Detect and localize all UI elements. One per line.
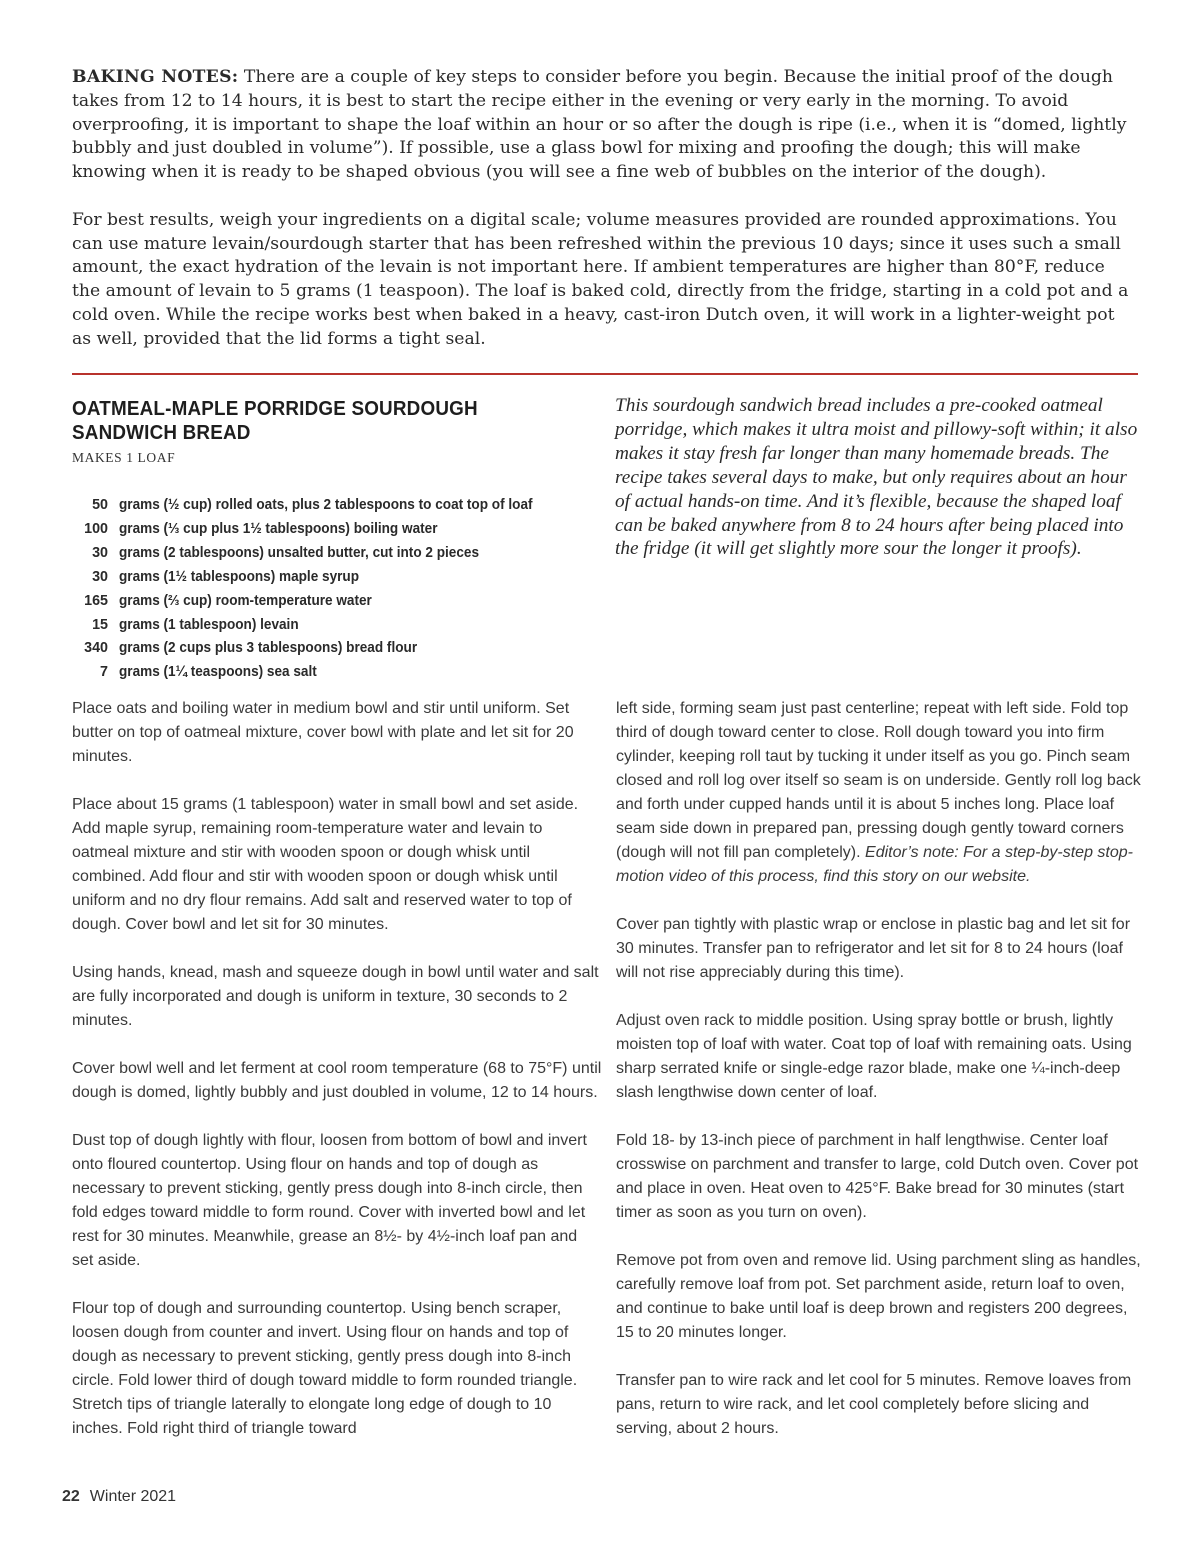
page-number: 22 <box>62 1488 80 1505</box>
ingredient-item <box>72 661 632 685</box>
recipe-title: OATMEAL-MAPLE PORRIDGE SOURDOUGH SANDWICH BREAD <box>72 397 478 444</box>
editor-note: Editor’s note: For a step-by-step stop-motion video of this process, find this story on our website. <box>616 844 1133 885</box>
ingredient-description: grams (1½ tablespoons) maple syrup <box>119 568 360 585</box>
ingredient-quantity: 340 <box>84 640 108 657</box>
instruction-step: Dust top of dough lightly with flour, loosen from bottom of bowl and invert onto floured countertop. Using flour on hands and top of dough as necessary to prevent sticking, gently press dough into 8-inch circle, then fold edges toward middle to form round. Cover with inverted bowl and let rest for 30 minutes. Meanwhile, grease an 8½- by 4½-inch loaf pan and set aside. <box>72 1132 587 1269</box>
instruction-step: Cover pan tightly with plastic wrap or enclose in plastic bag and let sit for 30 minutes. Transfer pan to refrigerator and let sit for 8 to 24 hours (loaf will not rise appreciably during this time). <box>616 916 1131 981</box>
ingredient-item <box>72 566 632 590</box>
page-footer <box>62 1488 176 1506</box>
instruction-continued-text: left side, forming seam just past centerline; repeat with left side. Fold top third of dough toward center to close. Roll dough toward you into firm cylinder, keeping roll taut by tucking it under itself as you go. Pinch seam closed and roll log over itself so seam is on underside. Gently roll log back and forth under cupped hands until it is about 5 inches long. Place loaf seam side down in prepared pan, pressing dough gently toward corners (dough will not fill pan completely). <box>616 700 1141 861</box>
ingredient-quantity: 100 <box>84 520 108 537</box>
ingredient-description: grams (1 tablespoon) levain <box>119 616 299 633</box>
recipe-yield: MAKES 1 LOAF <box>72 450 176 465</box>
issue-label: Winter 2021 <box>89 1488 177 1505</box>
instruction-step-continued <box>616 697 1146 889</box>
ingredient-description: grams (⅓ cup plus 1½ tablespoons) boiling water <box>119 520 438 537</box>
ingredient-item <box>72 614 632 638</box>
ingredient-description: grams (⅔ cup) room-temperature water <box>119 592 372 609</box>
instruction-step: Place about 15 grams (1 tablespoon) water in small bowl and set aside. Add maple syrup, remaining room-temperature water and levain to oatmeal mixture and stir with wooden spoon or dough whisk until combined. Add flour and stir with wooden spoon or dough whisk until uniform and no dry flour remains. Add salt and reserved water to top of dough. Cover bowl and let sit for 30 minutes. <box>72 796 579 933</box>
ingredient-description: grams (1¼ teaspoons) sea salt <box>119 664 317 681</box>
instruction-step: Transfer pan to wire rack and let cool for 5 minutes. Remove loaves from pans, return to wire rack, and let cool completely before slicing and serving, about 2 hours. <box>616 1372 1132 1437</box>
instruction-step: Cover bowl well and let ferment at cool room temperature (68 to 75°F) until dough is domed, lightly bubbly and just doubled in volume, 12 to 14 hours. <box>72 1060 602 1101</box>
ingredient-quantity: 50 <box>92 497 108 513</box>
baking-notes-paragraph-2: For best results, weigh your ingredients on a digital scale; volume measures provided are rounded approximations. You can use mature levain/sourdough starter that has been refreshed within the previous 10 days; since it uses such a small amount, the exact hydration of the levain is not important here. If ambient temperatures are higher than 80°F, reduce the amount of levain to 5 grams (1 teaspoon). The loaf is baked cold, directly from the fridge, starting in a cold pot and a cold oven. While the recipe works best when baked in a heavy, cast-iron Dutch oven, it will work in a lighter-weight pot as well, provided that the lid forms a tight seal. <box>72 209 1129 349</box>
recipe-intro: This sourdough sandwich bread includes a pre-cooked oatmeal porridge, which makes it ultra moist and pillowy-soft within; it also makes it stay fresh far longer than many homemade breads. The recipe takes several days to make, but only requires about an hour of actual hands-on time. And it’s flexible, because the shaped loaf can be baked anywhere from 8 to 24 hours after being placed into the fridge (it will get slightly more sour the longer it proofs). <box>615 395 1138 560</box>
ingredient-quantity: 165 <box>84 592 108 609</box>
instruction-step: Remove pot from oven and remove lid. Using parchment sling as handles, carefully remove loaf from pot. Set parchment aside, return loaf to oven, and continue to bake until loaf is deep brown and registers 200 degrees, 15 to 20 minutes longer. <box>616 1252 1141 1341</box>
ingredient-description: grams (2 tablespoons) unsalted butter, cut into 2 pieces <box>119 544 480 561</box>
baking-notes <box>72 66 1138 375</box>
instruction-step: Place oats and boiling water in medium bowl and stir until uniform. Set butter on top of oatmeal mixture, cover bowl with plate and let sit for 20 minutes. <box>72 700 574 765</box>
ingredient-item <box>72 494 632 518</box>
ingredient-quantity: 30 <box>92 568 108 585</box>
baking-notes-paragraph-1 <box>72 66 1138 185</box>
ingredient-item <box>72 590 632 614</box>
instruction-step: Fold 18- by 13-inch piece of parchment in half lengthwise. Center loaf crosswise on parchment and transfer to large, cold Dutch oven. Cover pot and place in oven. Heat oven to 425°F. Bake bread for 30 minutes (start timer as soon as you turn on oven). <box>616 1132 1139 1221</box>
instructions-left-column <box>72 697 602 1465</box>
ingredient-quantity: 15 <box>92 616 108 633</box>
section-divider <box>72 373 1138 375</box>
ingredient-item <box>72 637 632 661</box>
ingredient-description: grams (2 cups plus 3 tablespoons) bread flour <box>119 640 418 657</box>
ingredient-list <box>72 494 632 685</box>
instruction-step: Adjust oven rack to middle position. Using spray bottle or brush, lightly moisten top of loaf with water. Coat top of loaf with remaining oats. Using sharp serrated knife or single-edge razor blade, make one ¼-inch-deep slash lengthwise down center of loaf. <box>616 1012 1132 1101</box>
ingredient-item <box>72 518 632 542</box>
instruction-step: Using hands, knead, mash and squeeze dough in bowl until water and salt are fully incorporated and dough is uniform in texture, 30 seconds to 2 minutes. <box>72 964 599 1029</box>
baking-notes-lead: BAKING NOTES: <box>72 67 239 87</box>
ingredient-description: grams (½ cup) rolled oats, plus 2 tablespoons to coat top of loaf <box>119 497 533 513</box>
instruction-step: Flour top of dough and surrounding countertop. Using bench scraper, loosen dough from counter and invert. Using flour on hands and top of dough as necessary to prevent sticking, gently press dough into 8-inch circle. Fold lower third of dough toward middle to form rounded triangle. Stretch tips of triangle laterally to elongate long edge of dough to 10 inches. Fold right third of triangle toward <box>72 1300 578 1437</box>
ingredient-item <box>72 542 632 566</box>
ingredient-quantity: 30 <box>92 544 108 561</box>
baking-notes-text-1: There are a couple of key steps to consider before you begin. Because the initial proof of the dough takes from 12 to 14 hours, it is best to start the recipe either in the evening or very early in the morning. To avoid overproofing, it is important to shape the loaf within an hour or so after the dough is ripe (i.e., when it is “domed, lightly bubbly and just doubled in volume”). If possible, use a glass bowl for mixing and proofing the dough; this will make knowing when it is ready to be shaped obvious (you will see a fine web of bubbles on the interior of the dough). <box>72 67 1127 183</box>
instructions-right-column <box>616 697 1146 1465</box>
ingredient-quantity: 7 <box>100 664 108 681</box>
